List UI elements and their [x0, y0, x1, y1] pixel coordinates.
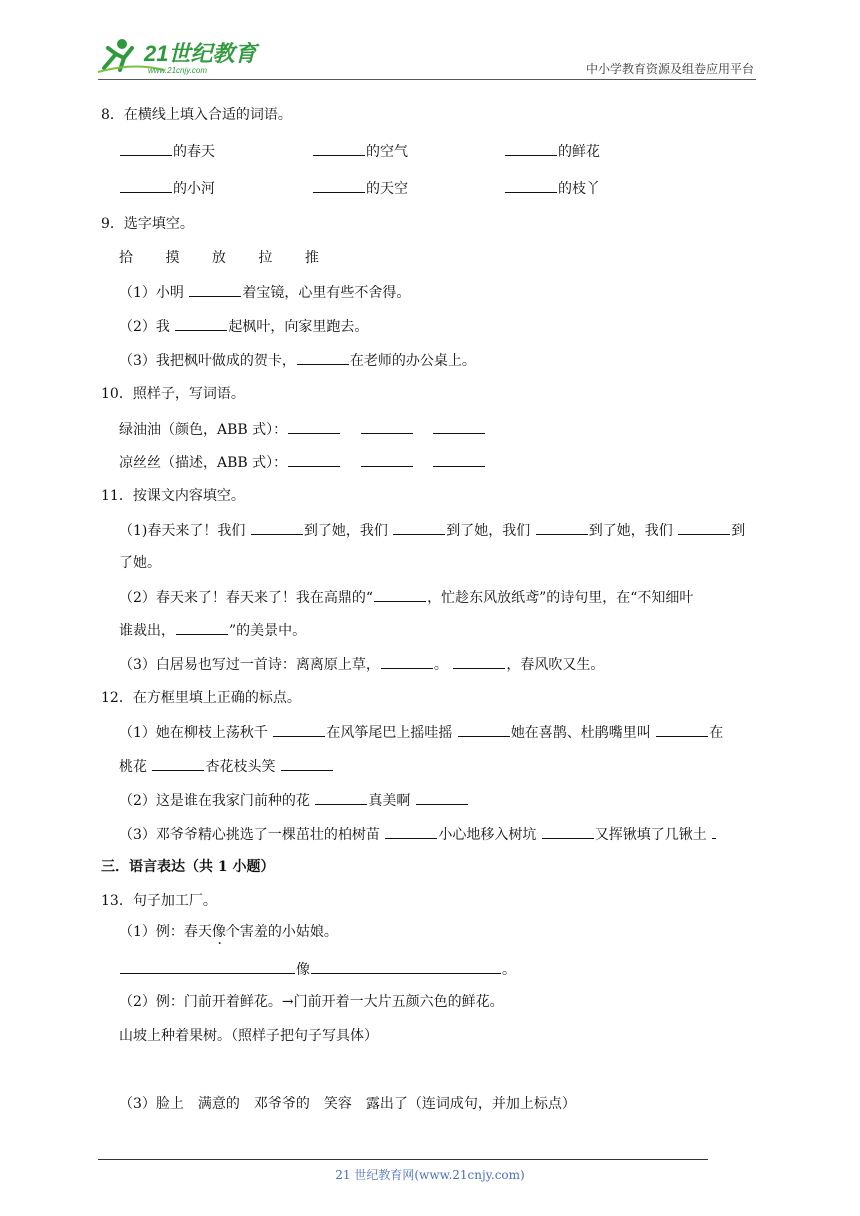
q8-item-6: 的枝丫 — [504, 178, 600, 199]
q12-para-1-cont: 桃花 杏花枝头笑 — [119, 756, 334, 777]
char-option: 推 — [304, 250, 319, 266]
q10-title: 10．照样子，写词语。 — [101, 386, 245, 402]
q11-para-1-cont: 了她。 — [119, 555, 161, 571]
answer-blank[interactable] — [374, 587, 426, 602]
answer-blank[interactable] — [505, 178, 557, 193]
char-option: 摸 — [165, 250, 180, 266]
svg-text:21世纪教育: 21世纪教育 — [144, 41, 257, 66]
footer-divider — [98, 1159, 708, 1160]
answer-blank[interactable] — [288, 419, 340, 434]
answer-blank[interactable] — [189, 282, 241, 297]
answer-blank[interactable] — [416, 790, 468, 805]
q11-para-1: （1)春天来了！我们 到了她，我们 到了她，我们 到了她，我们 到 — [119, 520, 745, 541]
q8-item-4: 的小河 — [119, 178, 215, 199]
q9-sentence-2: （2）我 起枫叶，向家里跑去。 — [119, 316, 368, 337]
q10-line-2: 凉丝丝（描述，ABB 式）： — [119, 452, 486, 473]
answer-blank[interactable] — [678, 520, 730, 535]
q8-item-2: 的空气 — [312, 141, 408, 162]
answer-blank[interactable] — [361, 419, 413, 434]
answer-blank[interactable] — [297, 350, 349, 365]
q12-para-1: （1）她在柳枝上荡秋千 在风筝尾巴上摇哇摇 她在喜鹊、杜鹃嘴里叫 在 — [119, 722, 723, 743]
answer-blank[interactable] — [152, 756, 204, 771]
q8-title: 8．在横线上填入合适的词语。 — [101, 107, 292, 123]
answer-blank[interactable] — [453, 654, 505, 669]
answer-blank[interactable] — [458, 722, 510, 737]
q9-sentence-3: （3）我把枫叶做成的贺卡， 在老师的办公桌上。 — [119, 350, 476, 371]
answer-blank[interactable] — [281, 756, 333, 771]
answer-blank[interactable] — [385, 824, 437, 839]
q13-title: 13．句子加工厂。 — [101, 893, 217, 909]
answer-blank[interactable] — [288, 452, 340, 467]
answer-blank[interactable] — [311, 959, 501, 974]
answer-blank[interactable] — [175, 316, 227, 331]
site-logo — [94, 34, 264, 78]
q10-line-1: 绿油油（颜色，ABB 式）： — [119, 419, 486, 440]
q12-para-2: （2）这是谁在我家门前种的花 真美啊 — [119, 790, 469, 811]
q13-task-2: 山坡上种着果树。（照样子把句子写具体） — [119, 1028, 378, 1044]
header-divider — [98, 79, 756, 80]
q11-title: 11．按课文内容填空。 — [101, 488, 245, 504]
section-3-heading: 三．语言表达（共 1 小题） — [101, 859, 275, 875]
q13-task-3: （3）脸上 满意的 邓爷爷的 笑容 露出了（连词成句，并加上标点） — [119, 1096, 576, 1112]
q8-item-5: 的天空 — [312, 178, 408, 199]
q13-example-1: （1）例：春天像个害羞的小姑娘。 — [119, 924, 338, 940]
answer-blank[interactable] — [120, 141, 172, 156]
q11-para-2-cont: 谁裁出， ”的美景中。 — [119, 620, 306, 641]
q11-para-2: （2）春天来了！春天来了！我在高鼎的“ ，忙趁东风放纸鸢”的诗句里，在“不知细叶 — [119, 587, 693, 608]
answer-blank[interactable] — [176, 620, 228, 635]
q13-answer-line-1: 像 。 — [119, 959, 516, 980]
logo-graphic — [94, 34, 264, 78]
answer-blank[interactable] — [313, 178, 365, 193]
answer-blank[interactable] — [393, 520, 445, 535]
char-option: 拾 — [119, 250, 133, 266]
answer-blank[interactable] — [381, 654, 433, 669]
footer-text[interactable]: 21 世纪教育网(www.21cnjy.com) — [335, 1168, 525, 1182]
answer-blank[interactable] — [433, 452, 485, 467]
q12-title: 12．在方框里填上正确的标点。 — [101, 690, 301, 706]
answer-blank[interactable] — [433, 419, 485, 434]
answer-blank[interactable] — [361, 452, 413, 467]
answer-blank[interactable] — [313, 141, 365, 156]
answer-blank[interactable] — [656, 722, 708, 737]
answer-blank[interactable] — [712, 824, 716, 839]
q8-item-3: 的鲜花 — [504, 141, 600, 162]
svg-text:www.21cnjy.com: www.21cnjy.com — [148, 66, 207, 75]
char-option: 放 — [211, 250, 226, 266]
q13-example-2: （2）例：门前开着鲜花。→门前开着一大片五颜六色的鲜花。 — [119, 994, 504, 1010]
q12-para-3: （3）邓爷爷精心挑选了一棵茁壮的柏树苗 小心地移入树坑 又挥锹填了几锹土 — [119, 824, 717, 845]
answer-blank[interactable] — [251, 520, 303, 535]
answer-blank[interactable] — [505, 141, 557, 156]
answer-blank[interactable] — [120, 959, 295, 974]
answer-blank[interactable] — [120, 178, 172, 193]
q8-item-1: 的春天 — [119, 141, 215, 162]
answer-blank[interactable] — [273, 722, 325, 737]
q9-sentence-1: （1）小明 着宝镜，心里有些不舍得。 — [119, 282, 410, 303]
answer-blank[interactable] — [536, 520, 588, 535]
header-platform-text: 中小学教育资源及组卷应用平台 — [585, 62, 754, 76]
q9-title: 9．选字填空。 — [101, 216, 194, 232]
q11-para-3: （3）白居易也写过一首诗：离离原上草， 。 ，春风吹又生。 — [119, 654, 604, 675]
answer-blank[interactable] — [315, 790, 367, 805]
char-option: 拉 — [258, 250, 273, 266]
q9-char-options — [119, 248, 319, 268]
answer-blank[interactable] — [542, 824, 594, 839]
